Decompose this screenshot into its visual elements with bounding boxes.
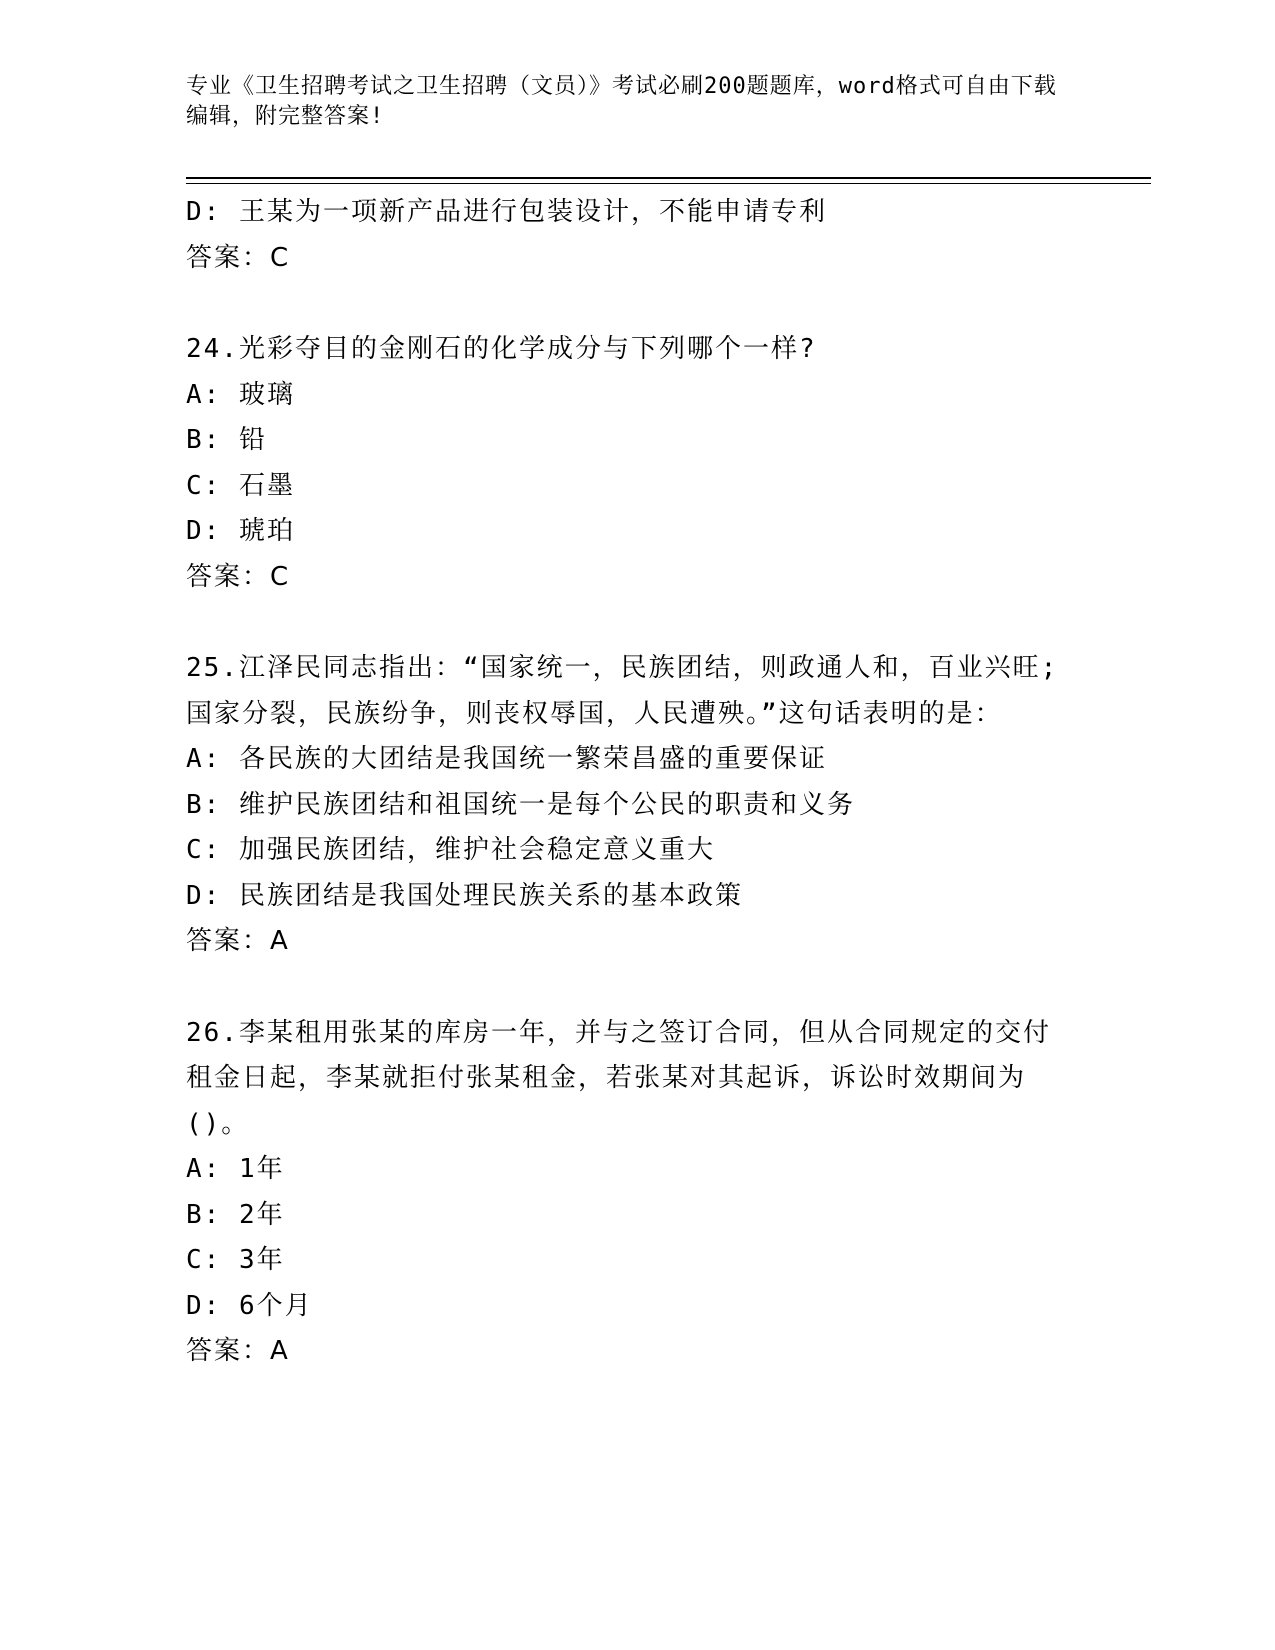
answer-line: 答案：A	[186, 1336, 290, 1366]
option-c: C: 3年	[186, 1245, 285, 1275]
option-d: D: 王某为一项新产品进行包装设计，不能申请专利	[186, 197, 827, 227]
option-a: A: 1年	[186, 1154, 285, 1184]
option-b: B: 铅	[186, 425, 267, 455]
answer-line: 答案：A	[186, 926, 290, 956]
question-24	[186, 327, 1076, 600]
continued-question	[186, 190, 1076, 281]
question-text: 26.李某租用张某的库房一年，并与之签订合同，但从合同规定的交付租金日起，李某就拒付张某租金，若张某对其起诉，诉讼时效期间为()。	[186, 1017, 1051, 1139]
option-a: A: 玻璃	[186, 379, 295, 410]
header-divider-thin	[186, 183, 1151, 184]
option-c: C: 加强民族团结，维护社会稳定意义重大	[186, 835, 715, 865]
answer-line: 答案：C	[186, 561, 291, 592]
header-divider-thick	[186, 177, 1151, 179]
option-d: D: 琥珀	[186, 516, 295, 546]
option-d: D: 6个月	[186, 1290, 313, 1321]
option-b: B: 维护民族团结和祖国统一是每个公民的职责和义务	[186, 789, 855, 820]
question-text: 24.光彩夺目的金刚石的化学成分与下列哪个一样?	[186, 334, 817, 364]
header-title: 专业《卫生招聘考试之卫生招聘（文员）》考试必刷200题题库，word格式可自由下载编辑，附完整答案!	[186, 74, 1057, 129]
option-c: C: 石墨	[186, 470, 295, 501]
answer-line: 答案：C	[186, 242, 291, 273]
question-25	[186, 646, 1076, 965]
option-d: D: 民族团结是我国处理民族关系的基本政策	[186, 880, 743, 911]
option-a: A: 各民族的大团结是我国统一繁荣昌盛的重要保证	[186, 744, 827, 774]
question-26	[186, 1011, 1076, 1375]
document-header	[186, 72, 1066, 132]
question-list	[186, 190, 1076, 1375]
option-b: B: 2年	[186, 1199, 285, 1230]
question-text: 25.江泽民同志指出：“国家统一，民族团结，则政通人和，百业兴旺;国家分裂，民族纷争，则丧权辱国，人民遭殃。”这句话表明的是：	[186, 653, 1059, 729]
